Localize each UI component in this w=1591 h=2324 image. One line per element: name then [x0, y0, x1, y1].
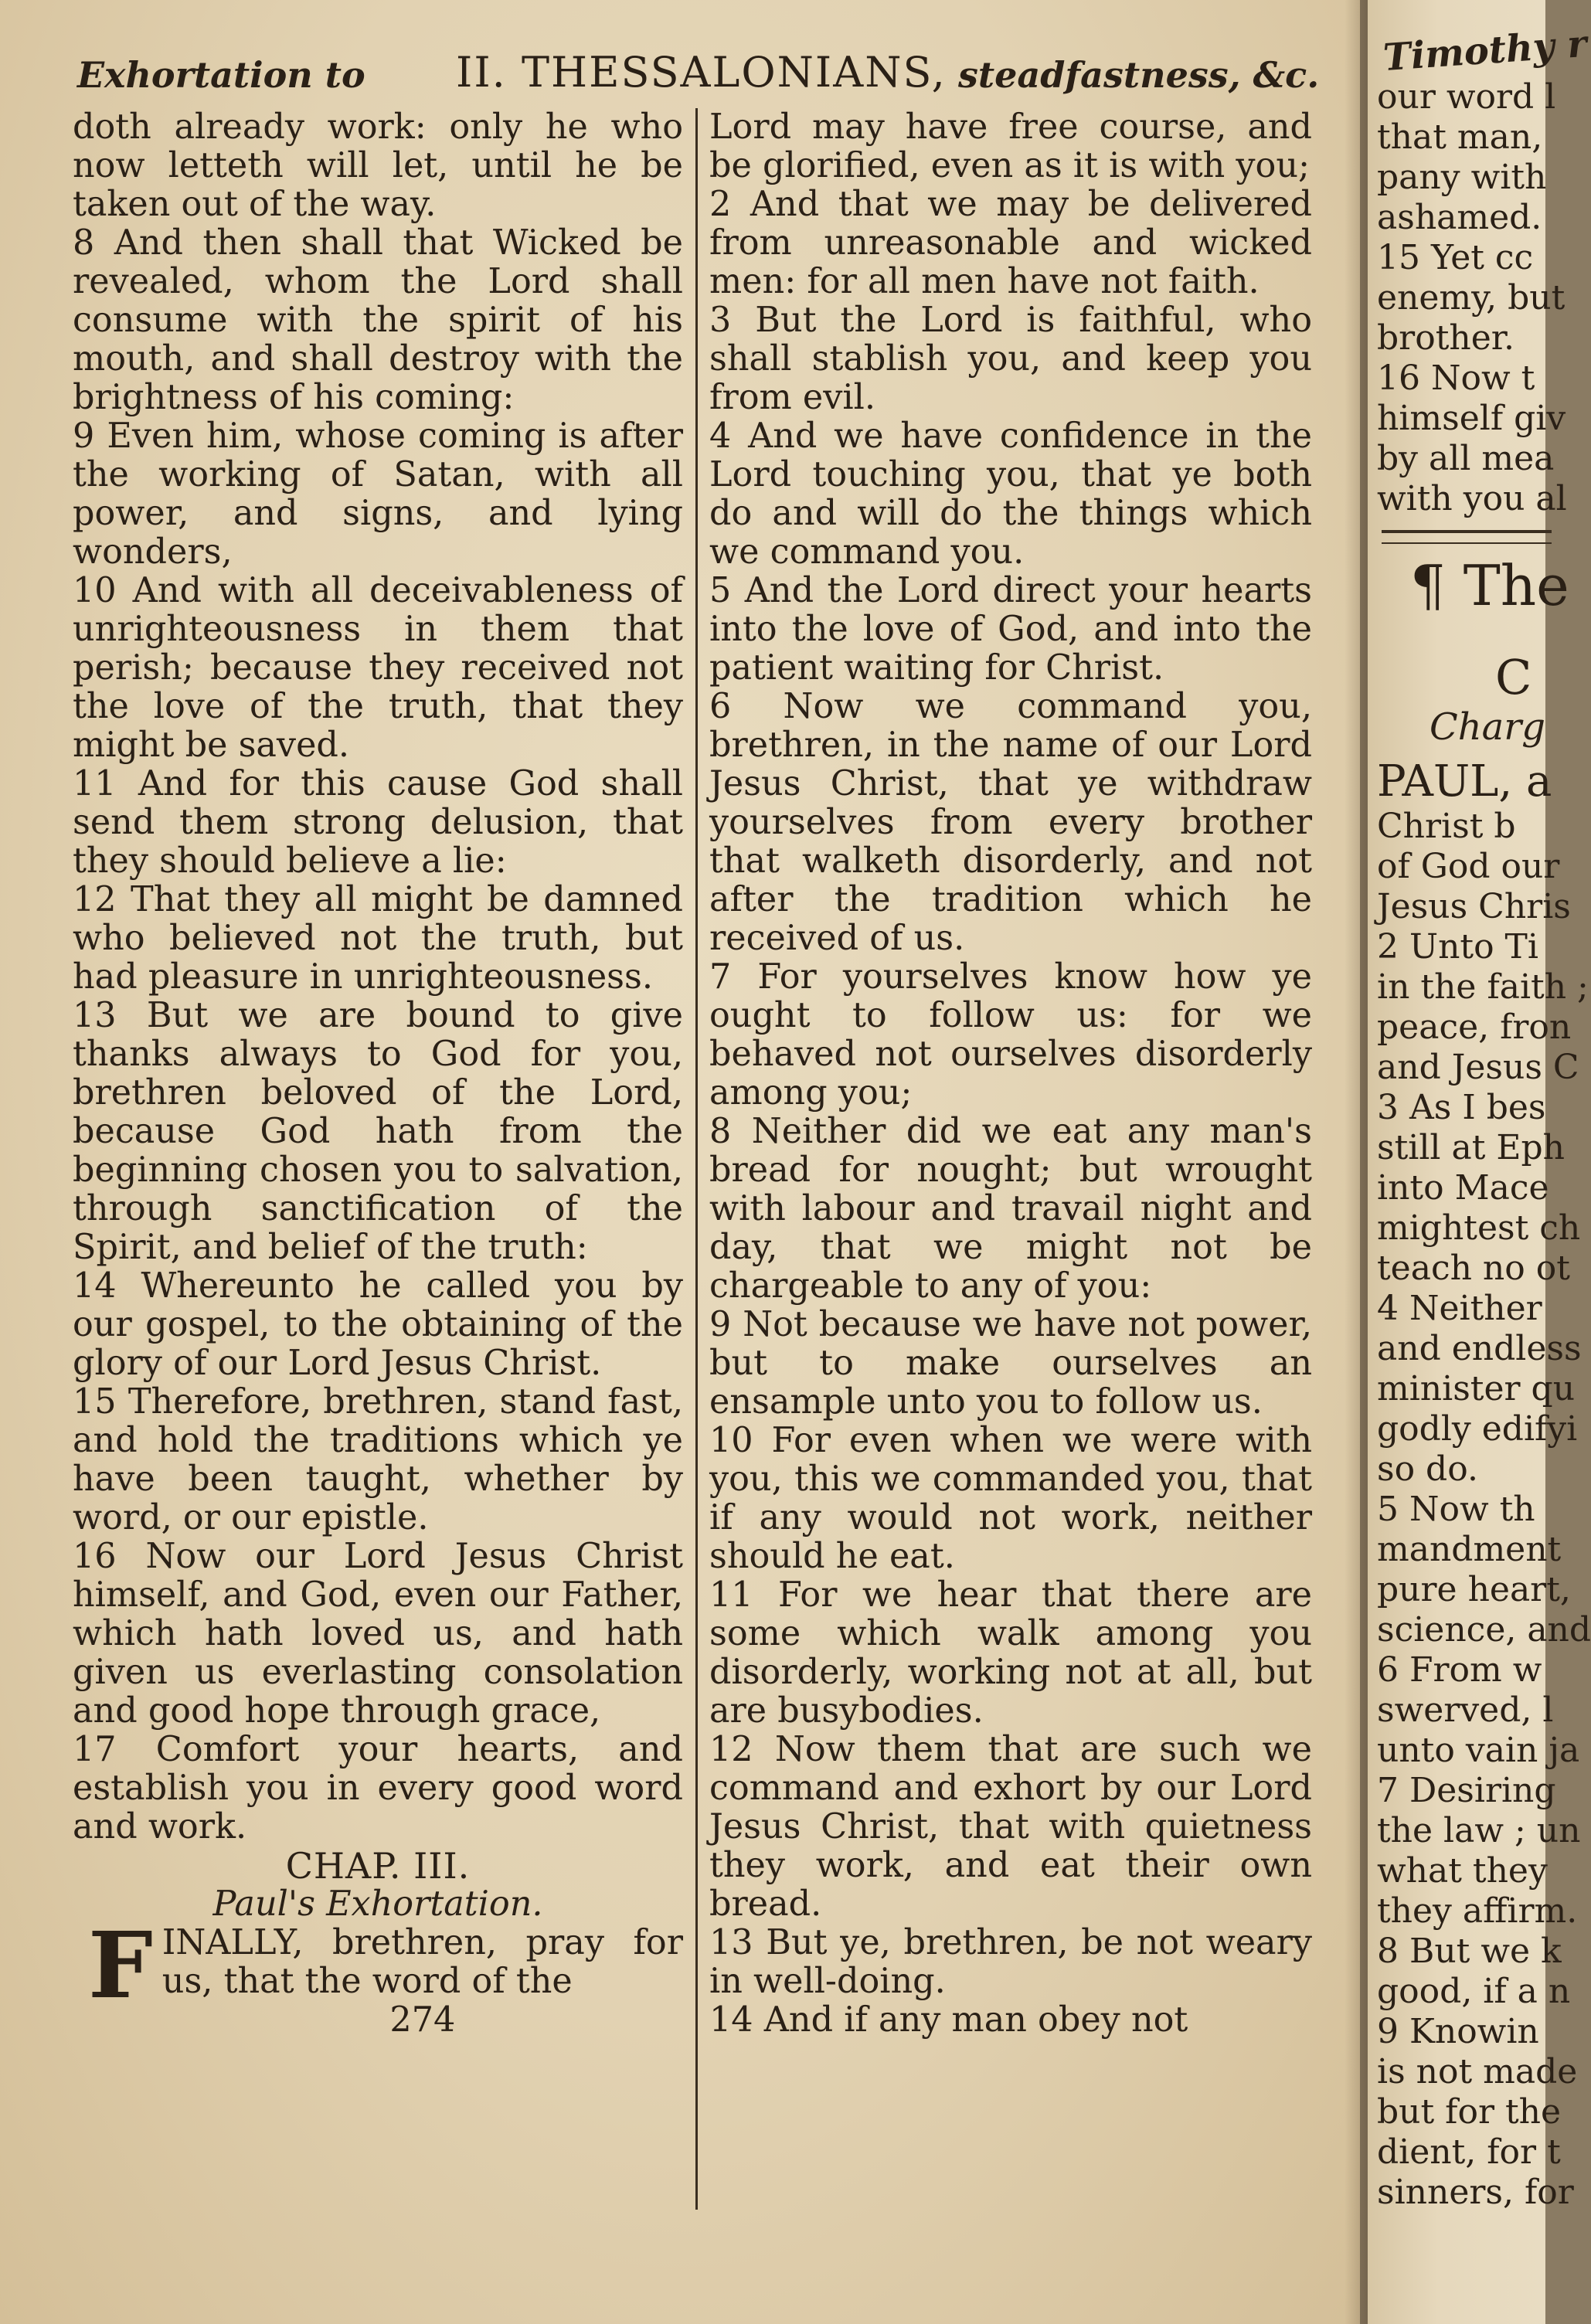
next-page-line: with you al — [1377, 479, 1567, 518]
verse: 10 And with all deceivableness of unrighteousness in them that perish; because they received not the love of the truth, that they might be saved. — [73, 571, 683, 765]
next-page-line: swerved, l — [1377, 1690, 1554, 1730]
column-divider — [695, 108, 698, 2210]
next-chapter-subtitle: Charg — [1430, 705, 1545, 749]
verse: 16 Now our Lord Jesus Christ himself, and God, even our Father, which hath loved us, and hath given us everlasting consolation and good hope through grace, — [73, 1537, 683, 1731]
verse: 4 And we have confidence in the Lord touching you, that ye both do and will do the things which we command you. — [709, 416, 1312, 572]
next-page-line: 6 From w — [1377, 1650, 1542, 1690]
next-page-line: mandment — [1377, 1530, 1562, 1569]
header-right: steadfastness, &c. — [958, 54, 1320, 96]
next-page-line: by all mea — [1377, 439, 1555, 478]
book-divider — [1382, 530, 1552, 544]
next-page-line: minister qu — [1377, 1369, 1576, 1408]
verse: 8 And then shall that Wicked be revealed, whom the Lord shall consume with the spirit of his mouth, and shall destroy with the brightness of his coming: — [73, 223, 683, 417]
next-chapter-heading: C — [1495, 649, 1532, 705]
next-page-line: science, and — [1377, 1610, 1591, 1650]
next-page-line: dient, for t — [1377, 2132, 1561, 2172]
verse: 15 Therefore, brethren, stand fast, and hold the traditions which ye have been taught, whether by word, or our epistle. — [73, 1382, 683, 1537]
next-page-line: Christ b — [1377, 807, 1516, 846]
next-page-line: Jesus Chris — [1377, 887, 1571, 926]
next-page-line: teach no ot — [1377, 1249, 1570, 1288]
verse: 17 Comfort your hearts, and establish you in every good word and work. — [73, 1730, 683, 1847]
verse: doth already work: only he who now letteth will let, until he be taken out of the way. — [73, 107, 683, 224]
header-left: Exhortation to — [77, 54, 365, 96]
next-page-line: that man, — [1377, 117, 1543, 157]
next-book-title: ¶ The — [1410, 553, 1569, 618]
column-left — [73, 108, 683, 2271]
next-page-line: 3 As I bes — [1377, 1088, 1546, 1127]
next-page-line: 5 Now th — [1377, 1490, 1535, 1529]
next-page-line: and endless — [1377, 1329, 1582, 1368]
verse: 9 Even him, whose coming is after the working of Satan, with all power, and signs, and lying wonders, — [73, 416, 683, 572]
next-page-line: into Mace — [1377, 1168, 1549, 1208]
next-page-line: 8 But we k — [1377, 1932, 1562, 1971]
verse: 6 Now we command you, brethren, in the name of our Lord Jesus Christ, that ye withdraw yourselves from every brother that walketh disorderly, and not after the tradition which he received of us. — [709, 687, 1312, 958]
next-page-line: still at Eph — [1377, 1128, 1565, 1167]
next-page-header: Timothy r — [1382, 22, 1589, 80]
next-page-line: 9 Knowin — [1377, 2012, 1539, 2051]
chapter-subtitle: Paul's Exhortation. — [212, 1884, 543, 1924]
next-page-line: they affirm. — [1377, 1891, 1578, 1931]
header-book-title: II. THESSALONIANS, — [456, 48, 947, 97]
next-page-line: enemy, but — [1377, 278, 1566, 318]
verse: 13 But we are bound to give thanks always to God for you, brethren beloved of the Lord, because God hath from the beginning chosen you to salvation, through sanctification of the Spirit, and belief of the truth: — [73, 996, 683, 1267]
verse: 14 Whereunto he called you by our gospel, to the obtaining of the glory of our Lord Jesus Christ. — [73, 1266, 683, 1383]
next-page-line: pure heart, — [1377, 1570, 1571, 1609]
chapter-heading: CHAP. III. — [285, 1845, 471, 1887]
next-page-line: 2 Unto Ti — [1377, 927, 1538, 967]
chapter-opening — [73, 1911, 683, 2019]
next-page-line: peace, fron — [1377, 1007, 1572, 1047]
verse: 9 Not because we have not power, but to make ourselves an ensample unto you to follow us. — [709, 1305, 1312, 1422]
running-header — [77, 48, 1329, 110]
next-page-line: ashamed. — [1377, 198, 1542, 237]
next-page-line: 16 Now t — [1377, 358, 1535, 398]
verse: 11 And for this cause God shall send them strong delusion, that they should believe a lie: — [73, 764, 683, 881]
next-page-line: good, if a n — [1377, 1972, 1571, 2011]
next-page-line: what they — [1377, 1851, 1548, 1891]
next-page-line: sinners, for — [1377, 2173, 1574, 2212]
next-page-line: and Jesus C — [1377, 1048, 1579, 1087]
verse: 11 For we hear that there are some which walk among you disorderly, working not at all, but are busybodies. — [709, 1575, 1312, 1731]
next-page-line: mightest ch — [1377, 1208, 1581, 1248]
verse: Lord may have free course, and be glorified, even as it is with you; — [709, 107, 1312, 185]
verse: 14 And if any man obey not — [709, 2000, 1188, 2040]
verse: 12 That they all might be damned who believed not the truth, but had pleasure in unrighteousness. — [73, 880, 683, 997]
next-page-line: so do. — [1377, 1449, 1478, 1489]
next-page-line: our word l — [1377, 77, 1556, 117]
next-page-body — [1368, 77, 1591, 2213]
drop-cap: F — [88, 1911, 153, 2019]
page-number: 274 — [389, 2000, 456, 2040]
verse: 13 But ye, brethren, be not weary in well-doing. — [709, 1923, 1312, 2001]
next-page-line: pany with — [1377, 158, 1547, 197]
next-page-edge — [1368, 0, 1591, 2324]
next-page-line: is not made — [1377, 2052, 1578, 2091]
verse: 12 Now them that are such we command and exhort by our Lord Jesus Christ, that with quietness they work, and eat their own bread. — [709, 1730, 1312, 1924]
next-page-line: unto vain ja — [1377, 1731, 1580, 1770]
verse: 5 And the Lord direct your hearts into the love of God, and into the patient waiting for Christ. — [709, 571, 1312, 688]
verse: 8 Neither did we eat any man's bread for nought; but wrought with labour and travail night and day, that we might not be chargeable to any of you: — [709, 1112, 1312, 1306]
verse: 7 For yourselves know how ye ought to follow us: for we behaved not ourselves disorderly among you; — [709, 957, 1312, 1113]
opening-text: INALLY, brethren, pray for us, that the word of the — [161, 1923, 683, 2001]
verse: 10 For even when we were with you, this we commanded you, that if any would not work, neither should he eat. — [709, 1421, 1312, 1576]
next-page-line: 7 Desiring — [1377, 1771, 1556, 1810]
next-page-line: of God our — [1377, 847, 1560, 886]
next-page-line: in the faith ; — [1377, 967, 1589, 1007]
next-opening-line: PAUL, a — [1377, 756, 1552, 807]
next-page-line: brother. — [1377, 318, 1515, 358]
next-page-line: godly edifyi — [1377, 1409, 1578, 1449]
column-right — [709, 108, 1312, 2233]
verse: 2 And that we may be delivered from unreasonable and wicked men: for all men have not faith. — [709, 185, 1312, 301]
next-page-line: himself giv — [1377, 399, 1566, 438]
next-page-line: 4 Neither — [1377, 1289, 1542, 1328]
next-page-line: 15 Yet cc — [1377, 238, 1534, 277]
verse: 3 But the Lord is faithful, who shall stablish you, and keep you from evil. — [709, 301, 1312, 417]
next-page-line: but for the — [1377, 2092, 1562, 2132]
next-page-line: the law ; un — [1377, 1811, 1581, 1850]
